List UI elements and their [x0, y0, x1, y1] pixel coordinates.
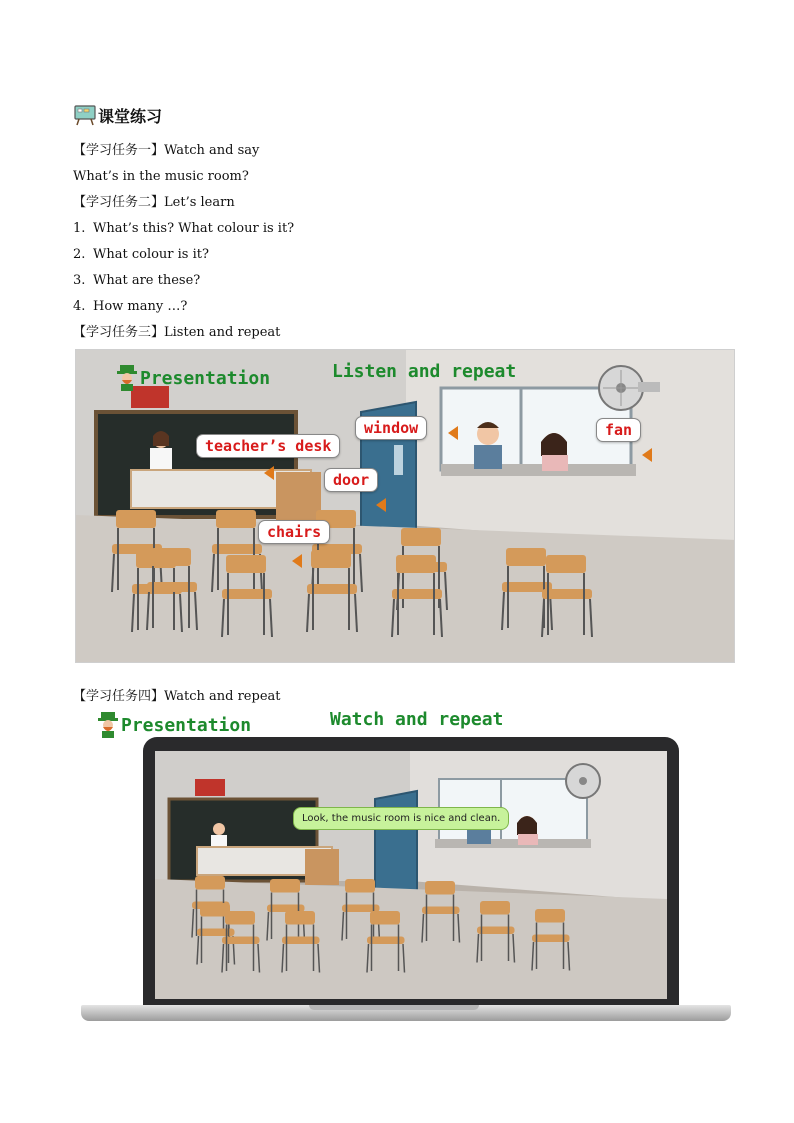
task2-item-2	[73, 245, 209, 265]
task1-question: What’s in the music room?	[73, 169, 249, 184]
presentation-label: Presentation	[140, 367, 271, 389]
leprechaun-mascot-icon	[95, 711, 121, 739]
chair	[367, 911, 405, 973]
label-door: door	[324, 468, 378, 492]
item-text: What’s this? What colour is it?	[93, 221, 295, 236]
speaker-icon	[642, 448, 652, 462]
item-text: What colour is it?	[93, 247, 209, 262]
speaker-icon	[264, 466, 274, 480]
item-number: 3.	[73, 273, 86, 288]
chair	[392, 555, 442, 637]
presentation-tag	[114, 364, 270, 392]
leprechaun-mascot-icon	[114, 364, 140, 392]
task2-item-1	[73, 219, 294, 239]
item-number: 2.	[73, 247, 86, 262]
item-number: 1.	[73, 221, 86, 236]
task3-line	[73, 323, 280, 343]
speaker-icon	[376, 498, 386, 512]
chair	[502, 548, 552, 630]
chair	[282, 911, 320, 973]
task4-label: 【学习任务四】	[73, 689, 165, 704]
laptop-frame	[143, 737, 679, 1007]
section-heading	[74, 102, 162, 128]
chair	[212, 510, 262, 592]
chair	[222, 555, 272, 637]
chair	[422, 881, 460, 943]
item-text: How many …?	[93, 299, 188, 314]
presentation-tag	[95, 711, 251, 739]
task2-text: Let’s learn	[164, 195, 235, 210]
label-teachers-desk: teacher’s desk	[196, 434, 340, 458]
chairs-illustration	[155, 751, 667, 999]
chair	[542, 555, 592, 637]
item-text: What are these?	[93, 273, 201, 288]
task2-item-3	[73, 271, 200, 291]
task1-line	[73, 141, 259, 161]
listen-repeat-slide	[75, 349, 735, 663]
task2-label: 【学习任务二】	[73, 195, 165, 210]
slide-title: Watch and repeat	[330, 709, 504, 730]
section-heading-text: 课堂练习	[98, 106, 163, 126]
task3-text: Listen and repeat	[164, 325, 281, 340]
chair	[532, 909, 570, 971]
task4-line	[73, 687, 280, 707]
video-screen[interactable]	[155, 751, 667, 999]
task3-label: 【学习任务三】	[73, 325, 165, 340]
watch-repeat-slide	[75, 707, 737, 1025]
speech-bubble: Look, the music room is nice and clean.	[293, 807, 509, 830]
chair	[147, 548, 197, 630]
label-window: window	[355, 416, 427, 440]
chair	[342, 879, 380, 941]
speaker-icon	[448, 426, 458, 440]
slide-title: Listen and repeat	[332, 361, 517, 382]
task1-text: Watch and say	[164, 143, 260, 158]
task2-line	[73, 193, 235, 213]
chair	[307, 550, 357, 632]
chair	[222, 911, 260, 973]
chairs-illustration	[76, 350, 735, 663]
chair	[477, 901, 515, 963]
label-chairs: chairs	[258, 520, 330, 544]
label-fan: fan	[596, 418, 641, 442]
presentation-label: Presentation	[121, 714, 252, 736]
task2-item-4	[73, 297, 187, 317]
task4-text: Watch and repeat	[164, 689, 281, 704]
laptop-notch	[309, 1005, 479, 1010]
task1-label: 【学习任务一】	[73, 143, 165, 158]
blackboard-icon	[74, 104, 96, 126]
speaker-icon	[292, 554, 302, 568]
item-number: 4.	[73, 299, 86, 314]
